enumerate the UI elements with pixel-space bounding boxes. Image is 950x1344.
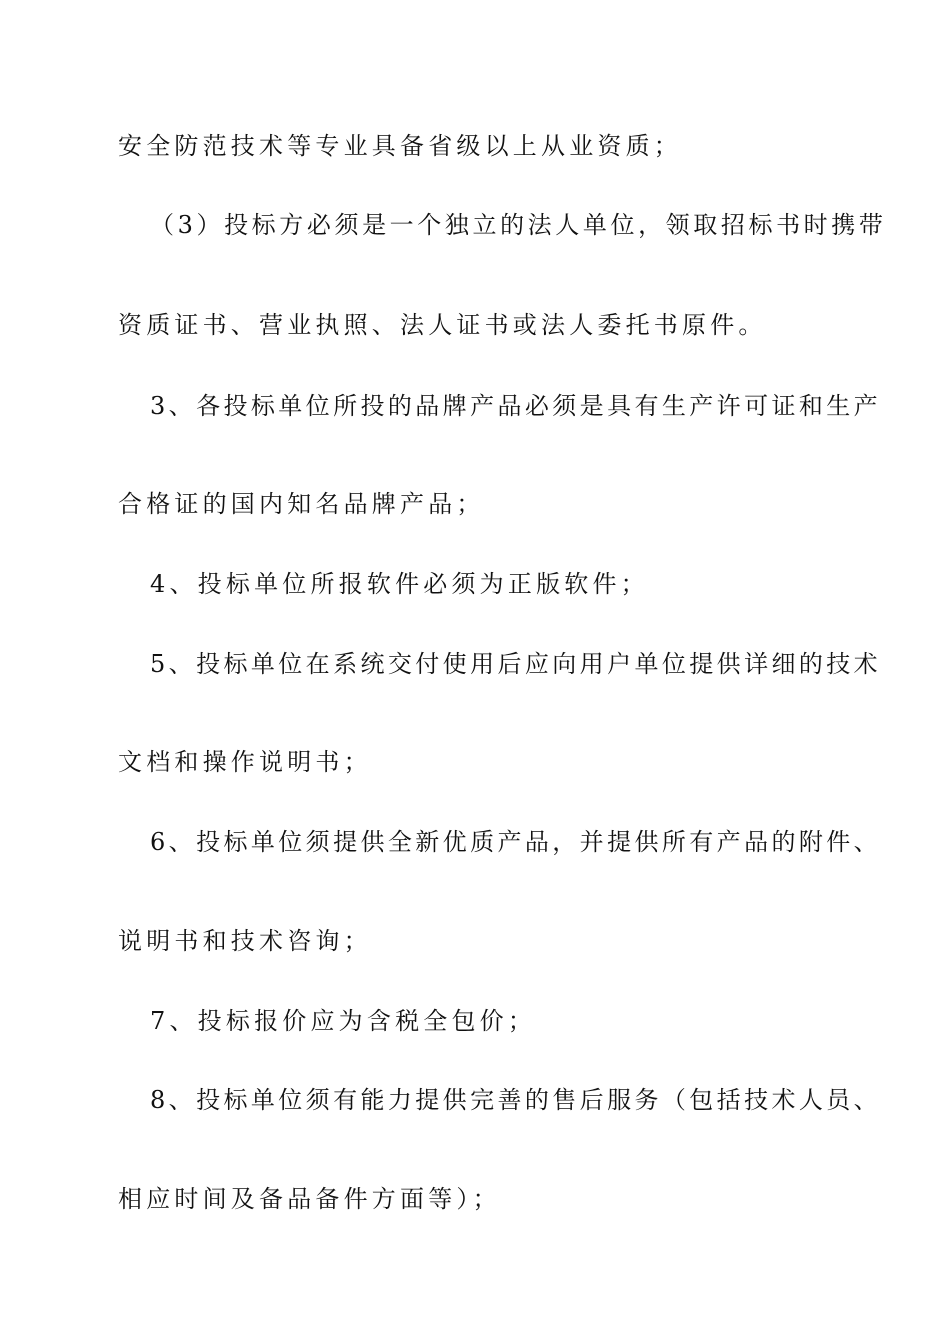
text-line-1: 安全防范技术等专业具备省级以上从业资质； [118,132,682,160]
text-line-4: 3、各投标单位所投的品牌产品必须是具有生产许可证和生产 [150,392,882,420]
text-line-11: 7、投标报价应为含税全包价； [150,1007,537,1035]
text-line-5: 合格证的国内知名品牌产品； [118,490,485,518]
text-line-7: 5、投标单位在系统交付使用后应向用户单位提供详细的技术 [150,650,882,678]
text-line-3: 资质证书、营业执照、法人证书或法人委托书原件。 [118,311,767,339]
text-line-10: 说明书和技术咨询； [118,927,372,955]
text-line-6: 4、投标单位所报软件必须为正版软件； [150,570,649,598]
text-line-12: 8、投标单位须有能力提供完善的售后服务（包括技术人员、 [150,1086,882,1114]
text-line-13: 相应时间及备品备件方面等）； [118,1185,501,1213]
text-line-2: （3）投标方必须是一个独立的法人单位，领取招标书时携带 [150,211,887,239]
text-line-8: 文档和操作说明书； [118,748,372,776]
text-line-9: 6、投标单位须提供全新优质产品，并提供所有产品的附件、 [150,828,882,856]
